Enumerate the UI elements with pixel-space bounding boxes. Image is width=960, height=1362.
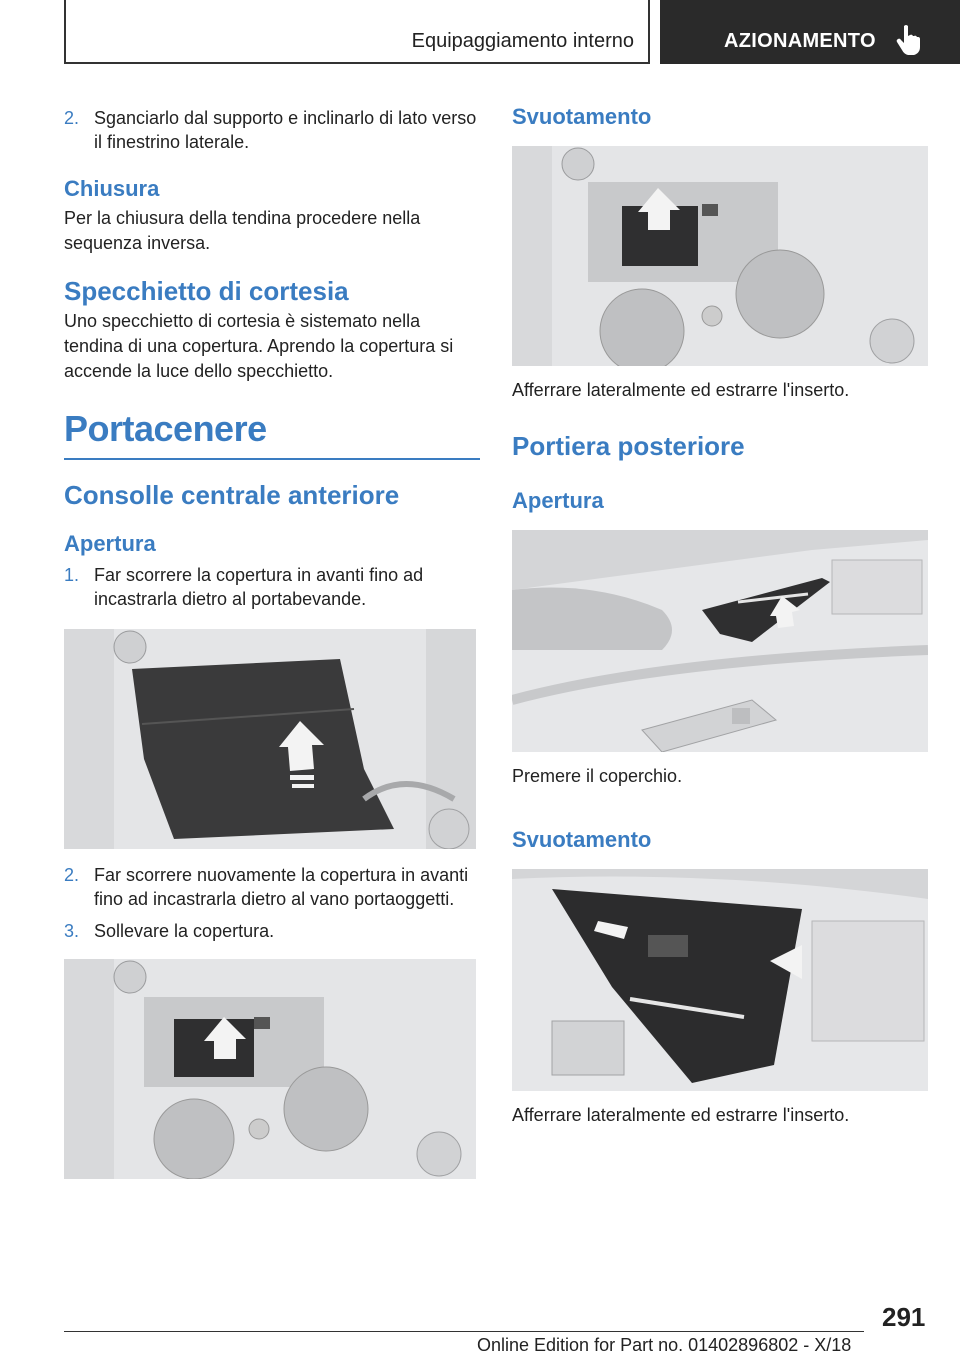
chiusura-text: Per la chiusura della tendina procedere nella sequenza inversa. [64, 208, 421, 253]
step-item [64, 863, 480, 911]
left-column [64, 100, 480, 1179]
step-item [64, 106, 480, 154]
chiusura-heading: Chiusura [64, 176, 160, 201]
specchietto-heading: Specchietto di cortesia [64, 276, 349, 306]
apertura-caption: Premere il coperchio. [512, 766, 683, 786]
portiera-apertura-heading: Apertura [512, 488, 604, 513]
portiera-heading: Portiera posteriore [512, 431, 745, 461]
figure-ashtray-lift [64, 959, 476, 1179]
figure-console-cover [64, 629, 476, 849]
step-text: Far scorrere la copertura in avanti fino ad incastrarla dietro al portabevande. [94, 565, 424, 609]
header-section-label: Equipaggiamento interno [411, 30, 634, 52]
specchietto-text: Uno specchietto di cortesia è sistemato nella tendina di una copertura. Aprendo la copertura si accende la luce dello specchietto. [64, 311, 454, 381]
svuotamento2-caption: Afferrare lateralmente ed estrarre l'inserto. [512, 1105, 850, 1125]
footer-rule [64, 1331, 864, 1332]
header-section-tab [64, 0, 650, 64]
step-text: Far scorrere nuovamente la copertura in avanti fino ad incastrarla dietro al vano portaoggetti. [94, 865, 469, 909]
title-rule [64, 458, 480, 460]
step-number: 2. [64, 865, 80, 885]
step-number: 1. [64, 565, 80, 585]
step-item [64, 919, 480, 943]
step-number: 3. [64, 921, 80, 941]
step-text: Sganciarlo dal supporto e inclinarlo di lato verso il finestrino laterale. [94, 108, 477, 152]
figure-ashtray-remove [512, 146, 928, 366]
header-chapter-tab [660, 0, 960, 64]
svuotamento-heading: Svuotamento [512, 104, 652, 129]
header-chapter-label: AZIONAMENTO [724, 30, 876, 52]
page-number: 291 [882, 1302, 926, 1332]
svuotamento-caption: Afferrare lateralmente ed estrarre l'inserto. [512, 380, 850, 400]
svuotamento2-heading: Svuotamento [512, 827, 652, 852]
right-column [512, 100, 928, 1128]
step-number: 2. [64, 108, 80, 128]
footer-edition: Online Edition for Part no. 01402896802 - X/18 [477, 1335, 852, 1355]
figure-door-empty [512, 869, 928, 1091]
figure-door-open [512, 530, 928, 752]
portacenere-title: Portacenere [64, 408, 267, 449]
consolle-heading: Consolle centrale anteriore [64, 480, 400, 510]
step-item [64, 563, 480, 611]
step-text: Sollevare la copertura. [94, 921, 275, 941]
hand-pointer-icon [896, 24, 922, 56]
apertura-heading: Apertura [64, 531, 156, 556]
